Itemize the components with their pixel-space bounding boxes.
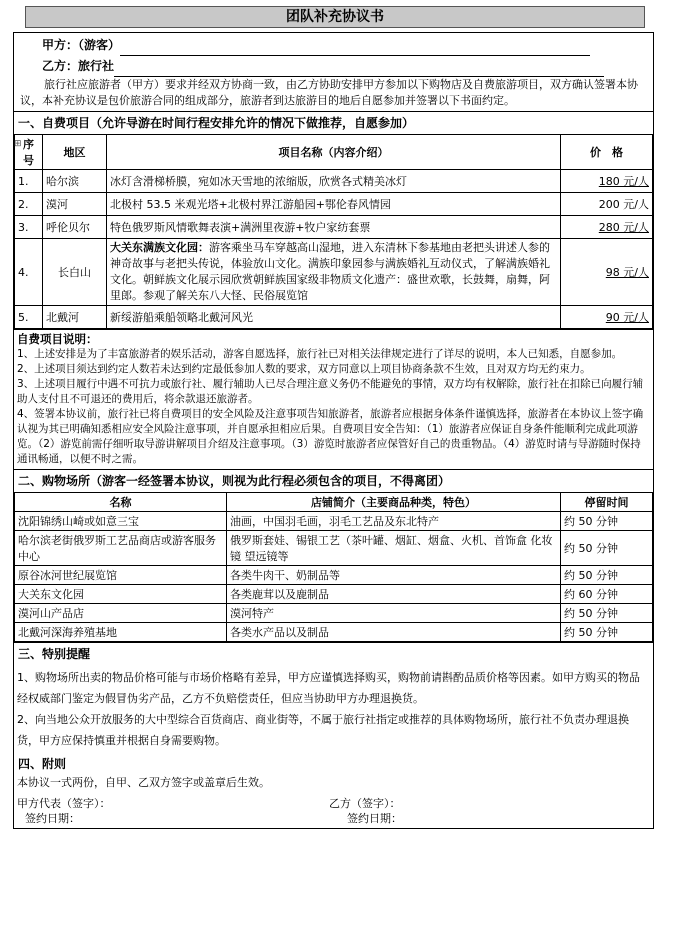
table-row xyxy=(15,623,653,642)
shop-time: 约 50 分钟 xyxy=(561,623,653,642)
row-price-text: 90 元/人 xyxy=(605,311,649,324)
shop-info: 各类鹿茸以及鹿制品 xyxy=(227,585,561,604)
agreement-page xyxy=(13,6,654,829)
shop-time: 约 50 分钟 xyxy=(561,531,653,566)
table-row xyxy=(15,216,653,239)
col-region: 地区 xyxy=(43,135,107,170)
row-price xyxy=(561,216,653,239)
agreement-box xyxy=(13,32,654,829)
shop-name: 沈阳锦绣山崎或如意三宝 xyxy=(15,512,227,531)
row-price-text: 180 元/人 xyxy=(598,175,649,188)
party-a-line[interactable] xyxy=(120,41,590,56)
table-move-handle-icon[interactable]: ⊞ xyxy=(14,139,22,149)
optional-items-table xyxy=(14,134,653,329)
date-b[interactable]: 签约日期： xyxy=(347,812,402,825)
row-price xyxy=(561,306,653,329)
optional-notes xyxy=(14,329,653,469)
date-row xyxy=(17,811,650,826)
shop-info: 油画，中国羽毛画，羽毛工艺品及东北特产 xyxy=(227,512,561,531)
table-row xyxy=(15,170,653,193)
col-info: 店铺简介（主要商品种类，特色） xyxy=(227,493,561,512)
table-row xyxy=(15,512,653,531)
intro-paragraph: 旅行社应旅游者（甲方）要求并经双方协商一致，由乙方协助安排甲方参加以下购物店及自费旅游项目，双方确认签署本协议，本补充协议是包价旅游合同的组成部分，旅游者到达旅游目的地后自愿参加并签署以下书面约定。 xyxy=(20,78,638,107)
appendix-text: 本协议一式两份，自甲、乙双方签字或盖章后生效。 xyxy=(17,776,270,789)
shopping-table xyxy=(14,492,653,642)
party-b-label: 乙方：旅行社 xyxy=(42,59,115,73)
sign-row xyxy=(17,796,650,811)
notes-title: 自费项目说明： xyxy=(17,332,98,346)
table-row xyxy=(15,604,653,623)
row-price-text: 200 元/人 xyxy=(598,198,649,211)
row-region: 漠河 xyxy=(43,193,107,216)
tip-item: 2、向当地公众开放服务的大中型综合百货商店、商业街等，不属于旅行社指定或推荐的具体购物场所，旅行社不负责办理退换货，甲方应保持慎重并根据自身需要购物。 xyxy=(17,713,629,747)
row-no: 2. xyxy=(15,193,43,216)
row-region: 呼伦贝尔 xyxy=(43,216,107,239)
shop-name: 漠河山产品店 xyxy=(15,604,227,623)
col-price: 价 格 xyxy=(561,135,653,170)
row-region: 哈尔滨 xyxy=(43,170,107,193)
special-tips xyxy=(14,665,653,753)
note-item: 4、签署本协议前，旅行社已将自费项目的安全风险及注意事项告知旅游者，旅游者应根据身体条件谨慎选择，旅游者在本协议上签字确认视为其已明确知悉相应安全风险注意事项，并自愿承担相应后果。自费项目安全告知：（1）旅游者应保证自身条件能顺利完成此项游览。（2）游览前需仔细听取导游讲解项目介绍及注意事项。（3）游览时旅游者应保管好自己的贵重物品。（4）游览时请与导游随时保持通讯畅通，以便不时之需。 xyxy=(17,408,644,465)
note-item: 1、上述安排是为了丰富旅游者的娱乐活动，游客自愿选择，旅行社已对相关法律规定进行了详尽的说明，本人已知悉，自愿参加。 xyxy=(17,348,623,360)
note-item: 2、上述项目须达到约定人数若未达到约定最低参加人数的要求，双方同意以上项目协商条款不生效，且对双方均无约束力。 xyxy=(17,363,591,375)
row-desc xyxy=(107,239,561,306)
section-4-heading: 四、附则 xyxy=(18,757,67,771)
shop-name: 大关东文化园 xyxy=(15,585,227,604)
shop-info: 漠河特产 xyxy=(227,604,561,623)
row-desc xyxy=(107,216,561,239)
shop-name: 原谷冰河世纪展览馆 xyxy=(15,566,227,585)
table-row xyxy=(15,566,653,585)
note-item: 3、上述项目履行中遇不可抗力或旅行社、履行辅助人已尽合理注意义务仍不能避免的事情，双方均有权解除，旅行社在扣除已向履行辅助人支付且不可退还的费用后，将余款退还旅游者。 xyxy=(17,378,644,405)
row-no: 5. xyxy=(15,306,43,329)
col-time: 停留时间 xyxy=(561,493,653,512)
section-2-heading: 二、购物场所（游客一经签署本协议，则视为此行程必须包含的项目，不得离团） xyxy=(14,469,653,492)
shop-time: 约 50 分钟 xyxy=(561,512,653,531)
row-desc xyxy=(107,170,561,193)
party-info xyxy=(14,33,653,77)
table-row xyxy=(15,531,653,566)
party-a-label: 甲方：（游客） xyxy=(42,38,121,52)
row-desc-text: 冰灯含滑梯桥膜，宛如冰天雪地的浓缩版，欣赏各式精美冰灯 xyxy=(110,175,407,188)
row-desc xyxy=(107,193,561,216)
shop-time: 约 60 分钟 xyxy=(561,585,653,604)
party-b-line[interactable] xyxy=(114,62,604,77)
shop-time: 约 50 分钟 xyxy=(561,566,653,585)
shop-info: 各类水产品以及制品 xyxy=(227,623,561,642)
shop-info: 各类牛肉干、奶制品等 xyxy=(227,566,561,585)
date-a[interactable]: 签约日期： xyxy=(25,812,80,825)
table-row xyxy=(15,585,653,604)
shop-info: 俄罗斯套娃、锡银工艺（茶叶罐、烟缸、烟盒、火机、首饰盒 化妆镜 望远镜等 xyxy=(227,531,561,566)
row-price xyxy=(561,239,653,306)
table-row xyxy=(15,239,653,306)
shop-name: 北戴河深海养殖基地 xyxy=(15,623,227,642)
row-price-text: 98 元/人 xyxy=(605,266,649,279)
row-desc xyxy=(107,306,561,329)
shop-name: 哈尔滨老街俄罗斯工艺品商店或游客服务中心 xyxy=(15,531,227,566)
section-1-heading: 一、自费项目（允许导游在时间行程安排允许的情况下做推荐，自愿参加） xyxy=(14,111,653,134)
col-item: 项目名称（内容介绍） xyxy=(107,135,561,170)
row-desc-bold: 大关东满族文化园： xyxy=(110,241,209,254)
document-title: 团队补充协议书 xyxy=(25,6,645,28)
row-desc-text: 游客乘坐马车穿越高山湿地，进入东清林下参基地由老把头讲述人参的神奇故事与老把头传说，体验放山文化。满族印象园参与满族婚礼互动仪式，了解满族婚礼文化。朝鲜族文化展示园欣赏朝鲜族国家级非物质文化遗产：盛世欢歌，长鼓舞，扇舞，阿里郎。参观了解关东八大怪、民俗展览馆 xyxy=(110,241,550,302)
row-no: 1. xyxy=(15,170,43,193)
table-row xyxy=(15,306,653,329)
row-region: 北戴河 xyxy=(43,306,107,329)
tip-item: 1、购物场所出卖的物品价格可能与市场价格略有差异，甲方应谨慎选择购买，购物前请斟酌品质价格等因素。如甲方购买的物品经权威部门鉴定为假冒伪劣产品，乙方不负赔偿责任，但应当协助甲方办理退换货。 xyxy=(17,671,640,705)
sign-b[interactable]: 乙方（签字）： xyxy=(329,797,401,810)
col-no: 序号 xyxy=(15,135,43,170)
row-desc-text: 北极村 53.5 米观光塔+北极村界江游船园+鄂伦春风情园 xyxy=(110,198,391,211)
row-price xyxy=(561,170,653,193)
col-name: 名称 xyxy=(15,493,227,512)
sign-a[interactable]: 甲方代表（签字）： xyxy=(17,797,111,810)
row-desc-text: 新绥游船乘船领略北戴河风光 xyxy=(110,311,253,324)
row-desc-text: 特色俄罗斯风情歌舞表演+满洲里夜游+牧户家纺套票 xyxy=(110,221,371,234)
row-price-text: 280 元/人 xyxy=(598,221,649,234)
shop-time: 约 50 分钟 xyxy=(561,604,653,623)
section-3-heading: 三、特别提醒 xyxy=(14,642,653,665)
signature-area xyxy=(14,775,653,826)
row-price xyxy=(561,193,653,216)
table-row xyxy=(15,193,653,216)
row-no: 4. xyxy=(15,239,43,306)
row-region: 长白山 xyxy=(43,239,107,306)
row-no: 3. xyxy=(15,216,43,239)
